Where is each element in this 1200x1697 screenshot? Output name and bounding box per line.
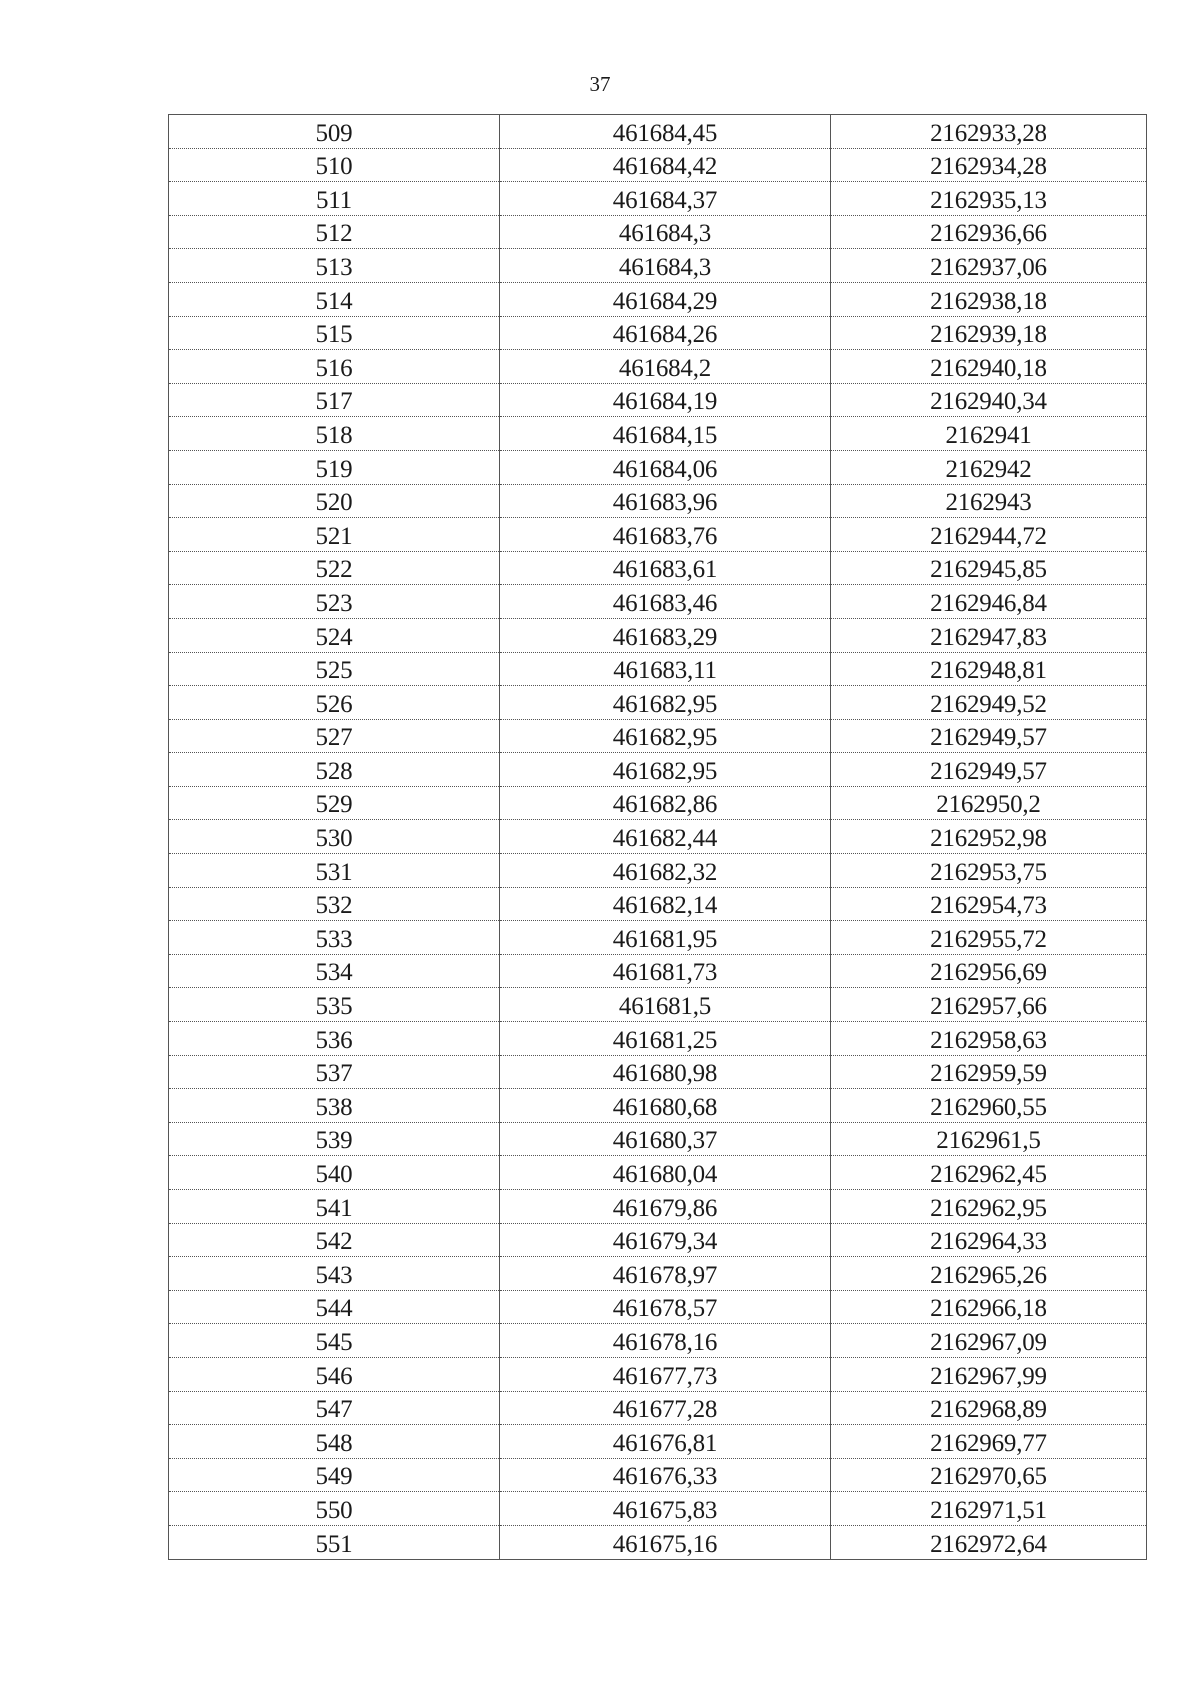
table-row: [169, 249, 1147, 283]
point-number-cell: 512: [169, 215, 500, 249]
point-number-cell: 529: [169, 786, 500, 820]
point-number-cell: 551: [169, 1525, 500, 1559]
x-coordinate-cell: 461676,81: [500, 1425, 831, 1459]
y-coordinate-cell: 2162943: [831, 484, 1147, 518]
point-number-cell: 534: [169, 954, 500, 988]
x-coordinate-cell: 461682,95: [500, 686, 831, 720]
y-coordinate-cell: 2162960,55: [831, 1089, 1147, 1123]
point-number-cell: 548: [169, 1425, 500, 1459]
point-number-cell: 550: [169, 1492, 500, 1526]
point-number-cell: 525: [169, 652, 500, 686]
y-coordinate-cell: 2162942: [831, 450, 1147, 484]
y-coordinate-cell: 2162950,2: [831, 786, 1147, 820]
x-coordinate-cell: 461683,76: [500, 518, 831, 552]
x-coordinate-cell: 461676,33: [500, 1458, 831, 1492]
y-coordinate-cell: 2162935,13: [831, 182, 1147, 216]
table-body: [169, 115, 1147, 1560]
y-coordinate-cell: 2162941: [831, 417, 1147, 451]
y-coordinate-cell: 2162962,95: [831, 1190, 1147, 1224]
table-row: [169, 215, 1147, 249]
point-number-cell: 542: [169, 1223, 500, 1257]
y-coordinate-cell: 2162952,98: [831, 820, 1147, 854]
point-number-cell: 530: [169, 820, 500, 854]
table-row: [169, 1089, 1147, 1123]
x-coordinate-cell: 461682,95: [500, 753, 831, 787]
x-coordinate-cell: 461684,26: [500, 316, 831, 350]
x-coordinate-cell: 461678,57: [500, 1290, 831, 1324]
x-coordinate-cell: 461683,29: [500, 618, 831, 652]
table-row: [169, 383, 1147, 417]
y-coordinate-cell: 2162945,85: [831, 551, 1147, 585]
y-coordinate-cell: 2162967,99: [831, 1357, 1147, 1391]
x-coordinate-cell: 461684,3: [500, 215, 831, 249]
table-row: [169, 316, 1147, 350]
x-coordinate-cell: 461684,06: [500, 450, 831, 484]
x-coordinate-cell: 461679,86: [500, 1190, 831, 1224]
x-coordinate-cell: 461681,25: [500, 1022, 831, 1056]
table-row: [169, 182, 1147, 216]
x-coordinate-cell: 461678,16: [500, 1324, 831, 1358]
x-coordinate-cell: 461682,44: [500, 820, 831, 854]
point-number-cell: 521: [169, 518, 500, 552]
x-coordinate-cell: 461684,37: [500, 182, 831, 216]
coordinates-table: [168, 114, 1147, 1560]
point-number-cell: 524: [169, 618, 500, 652]
y-coordinate-cell: 2162955,72: [831, 921, 1147, 955]
x-coordinate-cell: 461675,83: [500, 1492, 831, 1526]
point-number-cell: 520: [169, 484, 500, 518]
point-number-cell: 519: [169, 450, 500, 484]
y-coordinate-cell: 2162949,57: [831, 753, 1147, 787]
table-row: [169, 954, 1147, 988]
x-coordinate-cell: 461680,37: [500, 1122, 831, 1156]
table-row: [169, 1492, 1147, 1526]
y-coordinate-cell: 2162971,51: [831, 1492, 1147, 1526]
y-coordinate-cell: 2162967,09: [831, 1324, 1147, 1358]
table-row: [169, 1156, 1147, 1190]
point-number-cell: 523: [169, 585, 500, 619]
y-coordinate-cell: 2162940,34: [831, 383, 1147, 417]
table-row: [169, 484, 1147, 518]
y-coordinate-cell: 2162968,89: [831, 1391, 1147, 1425]
y-coordinate-cell: 2162946,84: [831, 585, 1147, 619]
x-coordinate-cell: 461680,68: [500, 1089, 831, 1123]
point-number-cell: 511: [169, 182, 500, 216]
table-row: [169, 1357, 1147, 1391]
x-coordinate-cell: 461682,95: [500, 719, 831, 753]
y-coordinate-cell: 2162944,72: [831, 518, 1147, 552]
point-number-cell: 535: [169, 988, 500, 1022]
x-coordinate-cell: 461682,32: [500, 854, 831, 888]
y-coordinate-cell: 2162938,18: [831, 282, 1147, 316]
y-coordinate-cell: 2162962,45: [831, 1156, 1147, 1190]
point-number-cell: 547: [169, 1391, 500, 1425]
table-row: [169, 417, 1147, 451]
table-row: [169, 719, 1147, 753]
point-number-cell: 531: [169, 854, 500, 888]
table-row: [169, 1525, 1147, 1559]
table-row: [169, 921, 1147, 955]
y-coordinate-cell: 2162939,18: [831, 316, 1147, 350]
y-coordinate-cell: 2162966,18: [831, 1290, 1147, 1324]
x-coordinate-cell: 461678,97: [500, 1257, 831, 1291]
point-number-cell: 528: [169, 753, 500, 787]
point-number-cell: 549: [169, 1458, 500, 1492]
table-row: [169, 148, 1147, 182]
table-row: [169, 115, 1147, 149]
x-coordinate-cell: 461683,11: [500, 652, 831, 686]
point-number-cell: 540: [169, 1156, 500, 1190]
table-row: [169, 652, 1147, 686]
x-coordinate-cell: 461684,15: [500, 417, 831, 451]
x-coordinate-cell: 461677,28: [500, 1391, 831, 1425]
y-coordinate-cell: 2162933,28: [831, 115, 1147, 149]
y-coordinate-cell: 2162969,77: [831, 1425, 1147, 1459]
x-coordinate-cell: 461680,98: [500, 1055, 831, 1089]
table-row: [169, 350, 1147, 384]
y-coordinate-cell: 2162937,06: [831, 249, 1147, 283]
table-row: [169, 1190, 1147, 1224]
table-row: [169, 988, 1147, 1022]
table-row: [169, 1425, 1147, 1459]
point-number-cell: 543: [169, 1257, 500, 1291]
y-coordinate-cell: 2162965,26: [831, 1257, 1147, 1291]
y-coordinate-cell: 2162936,66: [831, 215, 1147, 249]
table-row: [169, 753, 1147, 787]
x-coordinate-cell: 461684,29: [500, 282, 831, 316]
table-row: [169, 1122, 1147, 1156]
x-coordinate-cell: 461682,86: [500, 786, 831, 820]
table-row: [169, 450, 1147, 484]
table-row: [169, 1257, 1147, 1291]
point-number-cell: 533: [169, 921, 500, 955]
y-coordinate-cell: 2162934,28: [831, 148, 1147, 182]
point-number-cell: 532: [169, 887, 500, 921]
table-row: [169, 1391, 1147, 1425]
y-coordinate-cell: 2162948,81: [831, 652, 1147, 686]
point-number-cell: 541: [169, 1190, 500, 1224]
x-coordinate-cell: 461683,46: [500, 585, 831, 619]
x-coordinate-cell: 461680,04: [500, 1156, 831, 1190]
y-coordinate-cell: 2162954,73: [831, 887, 1147, 921]
x-coordinate-cell: 461683,61: [500, 551, 831, 585]
x-coordinate-cell: 461681,95: [500, 921, 831, 955]
point-number-cell: 509: [169, 115, 500, 149]
x-coordinate-cell: 461681,5: [500, 988, 831, 1022]
point-number-cell: 513: [169, 249, 500, 283]
table-row: [169, 518, 1147, 552]
point-number-cell: 517: [169, 383, 500, 417]
table-row: [169, 820, 1147, 854]
table-row: [169, 282, 1147, 316]
x-coordinate-cell: 461679,34: [500, 1223, 831, 1257]
point-number-cell: 539: [169, 1122, 500, 1156]
x-coordinate-cell: 461681,73: [500, 954, 831, 988]
point-number-cell: 516: [169, 350, 500, 384]
y-coordinate-cell: 2162970,65: [831, 1458, 1147, 1492]
y-coordinate-cell: 2162949,52: [831, 686, 1147, 720]
y-coordinate-cell: 2162957,66: [831, 988, 1147, 1022]
page-number: 37: [589, 72, 611, 96]
y-coordinate-cell: 2162972,64: [831, 1525, 1147, 1559]
point-number-cell: 546: [169, 1357, 500, 1391]
point-number-cell: 518: [169, 417, 500, 451]
point-number-cell: 522: [169, 551, 500, 585]
table-row: [169, 585, 1147, 619]
x-coordinate-cell: 461682,14: [500, 887, 831, 921]
table-row: [169, 1458, 1147, 1492]
table-row: [169, 1223, 1147, 1257]
x-coordinate-cell: 461675,16: [500, 1525, 831, 1559]
point-number-cell: 514: [169, 282, 500, 316]
point-number-cell: 526: [169, 686, 500, 720]
point-number-cell: 510: [169, 148, 500, 182]
table-row: [169, 686, 1147, 720]
y-coordinate-cell: 2162961,5: [831, 1122, 1147, 1156]
point-number-cell: 536: [169, 1022, 500, 1056]
y-coordinate-cell: 2162958,63: [831, 1022, 1147, 1056]
table-row: [169, 1290, 1147, 1324]
y-coordinate-cell: 2162949,57: [831, 719, 1147, 753]
y-coordinate-cell: 2162940,18: [831, 350, 1147, 384]
point-number-cell: 527: [169, 719, 500, 753]
y-coordinate-cell: 2162964,33: [831, 1223, 1147, 1257]
table-row: [169, 551, 1147, 585]
x-coordinate-cell: 461684,2: [500, 350, 831, 384]
y-coordinate-cell: 2162947,83: [831, 618, 1147, 652]
x-coordinate-cell: 461684,3: [500, 249, 831, 283]
x-coordinate-cell: 461684,45: [500, 115, 831, 149]
table-row: [169, 618, 1147, 652]
table-row: [169, 854, 1147, 888]
point-number-cell: 537: [169, 1055, 500, 1089]
y-coordinate-cell: 2162956,69: [831, 954, 1147, 988]
table-row: [169, 1055, 1147, 1089]
x-coordinate-cell: 461683,96: [500, 484, 831, 518]
y-coordinate-cell: 2162953,75: [831, 854, 1147, 888]
table-row: [169, 786, 1147, 820]
point-number-cell: 545: [169, 1324, 500, 1358]
table-row: [169, 1324, 1147, 1358]
point-number-cell: 544: [169, 1290, 500, 1324]
point-number-cell: 538: [169, 1089, 500, 1123]
x-coordinate-cell: 461684,42: [500, 148, 831, 182]
table-row: [169, 887, 1147, 921]
y-coordinate-cell: 2162959,59: [831, 1055, 1147, 1089]
x-coordinate-cell: 461684,19: [500, 383, 831, 417]
table-row: [169, 1022, 1147, 1056]
point-number-cell: 515: [169, 316, 500, 350]
x-coordinate-cell: 461677,73: [500, 1357, 831, 1391]
